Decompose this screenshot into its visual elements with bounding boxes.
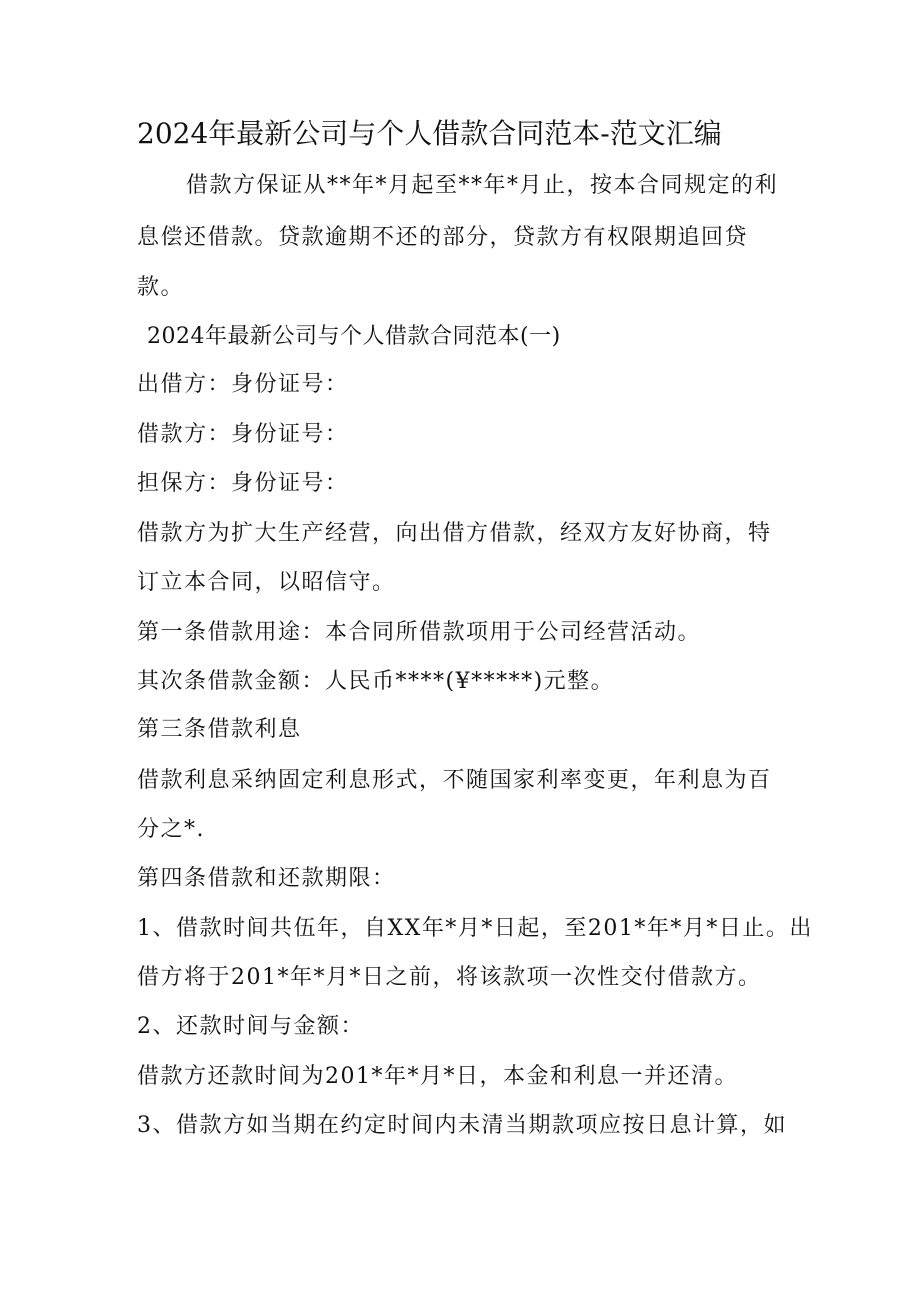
intro-line-2: 息偿还借款。贷款逾期不还的部分，贷款方有权限期追回贷: [137, 225, 749, 250]
clause-1: 第一条借款用途：本合同所借款项用于公司经营活动。: [137, 620, 702, 645]
clause-2: 其次条借款金额：人民币****(¥*****)元整。: [137, 669, 615, 694]
intro-line-1: 借款方保证从**年*月起至**年*月止，按本合同规定的利: [186, 173, 779, 198]
intro-line-3: 款。: [137, 275, 185, 300]
section-title: 2024年最新公司与个人借款合同范本(一): [147, 324, 561, 349]
clause-4-heading: 第四条借款和还款期限：: [137, 866, 396, 891]
body-line: 借款方还款时间为201*年*月*日，本金和利息一并还清。: [137, 1064, 738, 1089]
body-line: 分之*.: [137, 817, 205, 842]
lender-line: 出借方：身份证号：: [137, 372, 349, 397]
body-line: 借款方为扩大生产经营，向出借方借款，经双方友好协商，特: [137, 521, 772, 546]
body-line: 借款利息采纳固定利息形式，不随国家利率变更，年利息为百: [137, 768, 772, 793]
clause-3-heading: 第三条借款利息: [137, 717, 302, 742]
list-item-1: 1、借款时间共伍年，自XX年*月*日起，至201*年*月*日止。出: [137, 916, 813, 941]
guarantor-line: 担保方：身份证号：: [137, 471, 349, 496]
list-item-2: 2、还款时间与金额：: [137, 1014, 364, 1039]
list-item-1-cont: 借方将于201*年*月*日之前，将该款项一次性交付借款方。: [137, 965, 762, 990]
document-title: 2024年最新公司与个人借款合同范本-范文汇编: [137, 117, 722, 150]
borrower-line: 借款方：身份证号：: [137, 422, 349, 447]
list-item-3: 3、借款方如当期在约定时间内未清当期款项应按日息计算，如: [137, 1113, 787, 1138]
body-line: 订立本合同，以昭信守。: [137, 570, 396, 595]
